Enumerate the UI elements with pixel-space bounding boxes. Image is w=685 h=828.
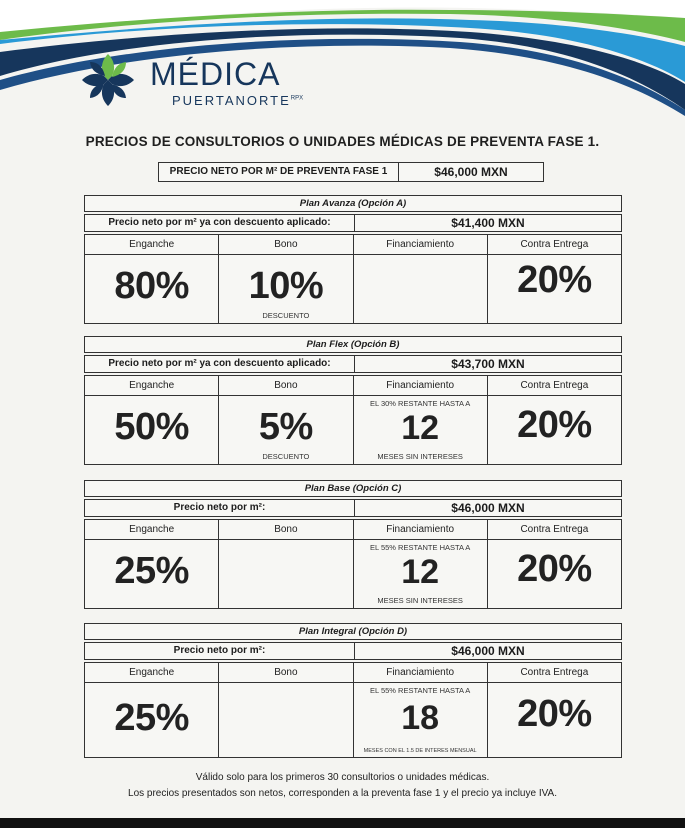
contra-entrega-value: 20%: [517, 693, 592, 735]
financiamiento-months: 12: [401, 553, 440, 591]
financiamiento-note-bottom: MESES SIN INTERESES: [377, 596, 463, 605]
contra-entrega-header: Contra Entrega: [488, 235, 621, 255]
enganche-cell: [85, 376, 219, 464]
footer-line-1: Válido solo para los primeros 30 consultorios o unidades médicas.: [195, 772, 490, 783]
bono-header: Bono: [219, 235, 352, 255]
base-price-value: $46,000 MXN: [434, 165, 508, 179]
enganche-value: 80%: [114, 265, 189, 307]
bono-cell: [219, 376, 353, 464]
plan-terms-grid: [84, 234, 622, 324]
bono-header: Bono: [219, 663, 352, 683]
plan-price-row: [84, 642, 622, 660]
enganche-header: Enganche: [85, 663, 218, 683]
financiamiento-note-bottom: MESES CON EL 1.5 DE INTERES MENSUAL: [363, 748, 477, 754]
financiamiento-header: Financiamiento: [354, 663, 487, 683]
page-title: PRECIOS DE CONSULTORIOS O UNIDADES MÉDICAS DE PREVENTA FASE 1.: [85, 134, 600, 149]
plan-terms-grid: [84, 662, 622, 758]
plan-price-label: Precio neto por m²:: [85, 643, 355, 659]
plan-title: Plan Flex (Opción B): [84, 336, 622, 353]
brand-subtitle: $PUERTANORTE^{RPX}$: [172, 93, 304, 108]
plan-title: Plan Base (Opción C): [84, 480, 622, 497]
bono-note: DESCUENTO: [262, 311, 310, 320]
financiamiento-cell: [354, 663, 488, 757]
financiamiento-header: Financiamiento: [354, 376, 487, 396]
plan-title: Plan Avanza (Opción A): [84, 195, 622, 212]
contra-entrega-cell: [488, 663, 621, 757]
contra-entrega-cell: [488, 235, 621, 323]
financiamiento-note-top: EL 55% RESTANTE HASTA A: [369, 686, 471, 695]
plan-integral: [84, 623, 622, 763]
bono-cell: [219, 235, 353, 323]
enganche-cell: [85, 235, 219, 323]
footer-notes: [0, 770, 685, 802]
financiamiento-months: 12: [401, 409, 440, 447]
base-price-label: PRECIO NETO POR M² DE PREVENTA FASE 1: [159, 163, 399, 181]
enganche-header: Enganche: [85, 520, 218, 540]
contra-entrega-header: Contra Entrega: [488, 663, 621, 683]
financiamiento-note-top: EL 30% RESTANTE HASTA A: [369, 399, 471, 408]
bono-header: Bono: [219, 520, 352, 540]
plan-price-row: [84, 499, 622, 517]
contra-entrega-header: Contra Entrega: [488, 520, 621, 540]
enganche-value: 50%: [114, 406, 189, 448]
plan-price-label: Precio neto por m²:: [85, 500, 355, 516]
brand-name: MÉDICA: [150, 56, 281, 92]
plan-price-value: $46,000 MXN: [451, 644, 525, 658]
contra-entrega-header: Contra Entrega: [488, 376, 621, 396]
contra-entrega-cell: [488, 520, 621, 608]
medical-cross-logo-icon: [78, 50, 138, 110]
plan-base: [84, 480, 622, 612]
bono-cell: [219, 520, 353, 608]
enganche-header: Enganche: [85, 376, 218, 396]
contra-entrega-value: 20%: [517, 548, 592, 590]
enganche-cell: [85, 663, 219, 757]
enganche-value: 25%: [114, 550, 189, 592]
plan-flex: [84, 336, 622, 468]
financiamiento-note-bottom: MESES SIN INTERESES: [377, 452, 463, 461]
plan-price-row: [84, 355, 622, 373]
plan-price-label: Precio neto por m² ya con descuento aplicado:: [85, 356, 355, 372]
plan-avanza: [84, 195, 622, 325]
contra-entrega-cell: [488, 376, 621, 464]
financiamiento-cell: [354, 235, 488, 323]
contra-entrega-value: 20%: [517, 404, 592, 446]
enganche-header: Enganche: [85, 235, 218, 255]
plan-title: Plan Integral (Opción D): [84, 623, 622, 640]
plan-terms-grid: [84, 375, 622, 465]
plan-price-row: [84, 214, 622, 232]
financiamiento-cell: [354, 520, 488, 608]
base-price-header: [158, 162, 544, 182]
financiamiento-months: 18: [401, 699, 440, 737]
footer-line-2: Los precios presentados son netos, corresponden a la preventa fase 1 y el precio ya incluye IVA.: [128, 788, 557, 799]
plan-price-value: $46,000 MXN: [451, 501, 525, 515]
bono-value: 10%: [248, 265, 324, 307]
bottom-edge: [0, 818, 685, 828]
bono-note: DESCUENTO: [262, 452, 310, 461]
plan-price-label: Precio neto por m² ya con descuento aplicado:: [85, 215, 355, 231]
bono-header: Bono: [219, 376, 352, 396]
plan-terms-grid: [84, 519, 622, 609]
bono-value: 5%: [258, 406, 313, 448]
financiamiento-header: Financiamiento: [354, 520, 487, 540]
contra-entrega-value: 20%: [517, 259, 592, 301]
financiamiento-cell: [354, 376, 488, 464]
plan-price-value: $41,400 MXN: [451, 216, 525, 230]
financiamiento-note-top: EL 55% RESTANTE HASTA A: [369, 543, 471, 552]
enganche-cell: [85, 520, 219, 608]
financiamiento-header: Financiamiento: [354, 235, 487, 255]
plan-price-value: $43,700 MXN: [451, 357, 525, 371]
enganche-value: 25%: [114, 697, 189, 739]
bono-cell: [219, 663, 353, 757]
